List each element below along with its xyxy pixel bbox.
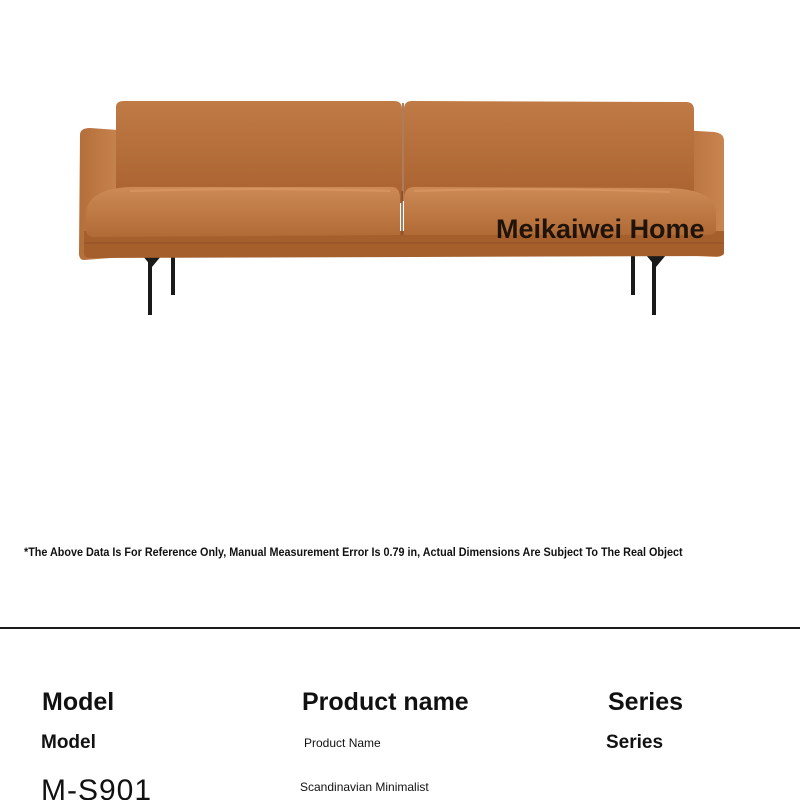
measurement-disclaimer: *The Above Data Is For Reference Only, Manual Measurement Error Is 0.79 in, Actual Dimensions Are Subject To The Real Object <box>24 545 683 559</box>
brand-watermark: Meikaiwei Home <box>496 214 705 244</box>
product-name-heading: Product name <box>302 688 469 716</box>
model-value: M-S901 <box>41 774 153 800</box>
series-sublabel: Series <box>606 732 664 753</box>
sofa-product-image <box>70 95 740 320</box>
product-name-value: Scandinavian Minimalist <box>300 780 429 794</box>
model-sublabel: Model <box>41 732 96 753</box>
product-name-sublabel: Product Name <box>304 736 381 750</box>
series-heading: Series <box>608 688 684 716</box>
section-divider <box>0 627 800 629</box>
model-heading: Model <box>42 688 115 716</box>
sofa-legs <box>142 253 666 315</box>
